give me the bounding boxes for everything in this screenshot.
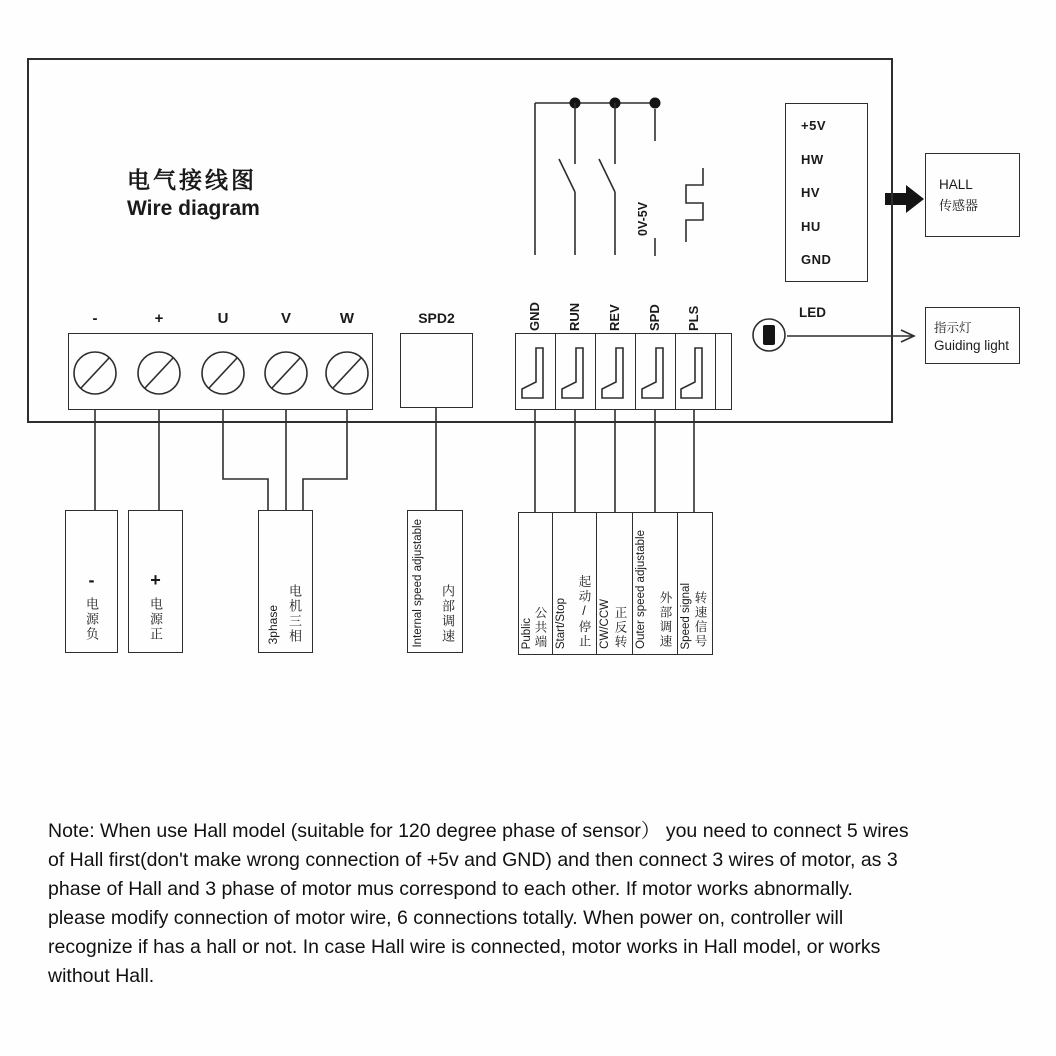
diagram-title bbox=[127, 162, 260, 221]
connector-cell-spd bbox=[636, 334, 676, 409]
pin-label-gnd: GND bbox=[527, 302, 542, 331]
public-label-zh: 公共端 bbox=[533, 605, 547, 649]
connector-cell-end bbox=[716, 334, 731, 409]
spd2-box bbox=[400, 333, 473, 408]
connector-cell-pls bbox=[676, 334, 716, 409]
guiding-light-box bbox=[925, 307, 1020, 364]
power-negative-label: 电源负 bbox=[84, 597, 99, 642]
hall-pin-gnd: GND bbox=[801, 252, 832, 267]
speed-signal-label-zh: 转速信号 bbox=[693, 591, 707, 649]
signal-box-speed-signal bbox=[678, 513, 712, 654]
hall-pin-hw: HW bbox=[801, 151, 824, 167]
public-label-en: Public bbox=[521, 617, 533, 649]
outer-speed-label-zh: 外部调速 bbox=[658, 591, 672, 649]
terminal-label-w: W bbox=[339, 310, 355, 327]
terminal-label-u: U bbox=[217, 310, 229, 327]
terminal-label-plus: + bbox=[154, 310, 164, 327]
power-terminal-block bbox=[68, 333, 373, 410]
led-label: LED bbox=[799, 305, 826, 320]
signal-box-outer-speed bbox=[633, 513, 678, 654]
guiding-light-label-en: Guiding light bbox=[934, 338, 1010, 353]
pin-label-spd: SPD bbox=[647, 304, 662, 331]
start-stop-label-en: Start/Stop bbox=[555, 597, 567, 649]
signal-box-public bbox=[519, 513, 553, 654]
note-line: of Hall first(don't make wrong connection of +5v and GND) and then connect 3 wires of motor, as 3 bbox=[48, 849, 898, 871]
signal-box-cw-ccw bbox=[597, 513, 633, 654]
cw-ccw-label-en: CW/CCW bbox=[599, 599, 611, 649]
guiding-light-label-zh: 指示灯 bbox=[934, 321, 972, 335]
internal-speed-label-en: Internal speed adjustable bbox=[412, 519, 424, 648]
terminal-label-v: V bbox=[280, 310, 291, 327]
connector-cell-run bbox=[556, 334, 596, 409]
power-negative-box bbox=[65, 510, 118, 653]
signal-box-start-stop bbox=[553, 513, 597, 654]
note-line: recognize if has a hall or not. In case Hall wire is connected, motor works in Hall model, or works bbox=[48, 936, 881, 958]
spd2-label: SPD2 bbox=[418, 310, 455, 326]
pin-label-rev: REV bbox=[607, 304, 622, 331]
internal-speed-label-zh: 内部调速 bbox=[440, 584, 455, 644]
motor-box bbox=[258, 510, 313, 653]
hall-connector-box bbox=[785, 103, 868, 282]
signal-connector-block bbox=[515, 333, 732, 410]
signal-function-group bbox=[518, 512, 713, 655]
power-positive-box bbox=[128, 510, 183, 653]
note-line: please modify connection of motor wire, 6 connections totally. When power on, controller will bbox=[48, 907, 844, 929]
hall-sensor-box bbox=[925, 153, 1020, 237]
power-positive-label: 电源正 bbox=[148, 597, 163, 642]
power-positive-sign: + bbox=[150, 570, 161, 590]
start-stop-label-zh: 起动/停止 bbox=[577, 575, 591, 649]
hall-pin-hv: HV bbox=[801, 185, 821, 200]
speed-signal-label-en: Speed signal bbox=[680, 582, 692, 649]
power-negative-sign: - bbox=[88, 570, 95, 590]
connector-cell-rev bbox=[596, 334, 636, 409]
hall-pin-hu: HU bbox=[801, 218, 821, 234]
title-english: Wire diagram bbox=[127, 197, 260, 220]
cw-ccw-label-zh: 正反转 bbox=[613, 605, 627, 649]
title-chinese: 电气接线图 bbox=[127, 167, 257, 193]
note-line: Note: When use Hall model (suitable for 120 degree phase of sensor） you need to connect 5 wires bbox=[48, 820, 909, 842]
analog-range-label: 0V-5V bbox=[636, 201, 650, 236]
note-text bbox=[48, 817, 1030, 991]
note-line: phase of Hall and 3 phase of motor mus correspond to each other. If motor works abnormally. bbox=[48, 878, 853, 900]
note-line: without Hall. bbox=[48, 965, 155, 987]
hall-pin-5v: +5V bbox=[801, 118, 826, 133]
terminal-label-minus: - bbox=[92, 310, 98, 327]
hall-sensor-label-en: HALL bbox=[939, 176, 973, 192]
connector-cell-gnd bbox=[516, 334, 556, 409]
power-motor-wires bbox=[95, 408, 436, 511]
motor-label-en: 3phase bbox=[266, 604, 280, 644]
motor-label-zh: 电机三相 bbox=[287, 584, 302, 644]
pin-label-pls: PLS bbox=[686, 305, 701, 331]
signal-wires bbox=[535, 410, 694, 513]
pin-label-run: RUN bbox=[567, 302, 582, 331]
outer-speed-label-en: Outer speed adjustable bbox=[635, 530, 647, 649]
hall-sensor-label-zh: 传感器 bbox=[939, 197, 979, 213]
internal-speed-box bbox=[407, 510, 463, 653]
